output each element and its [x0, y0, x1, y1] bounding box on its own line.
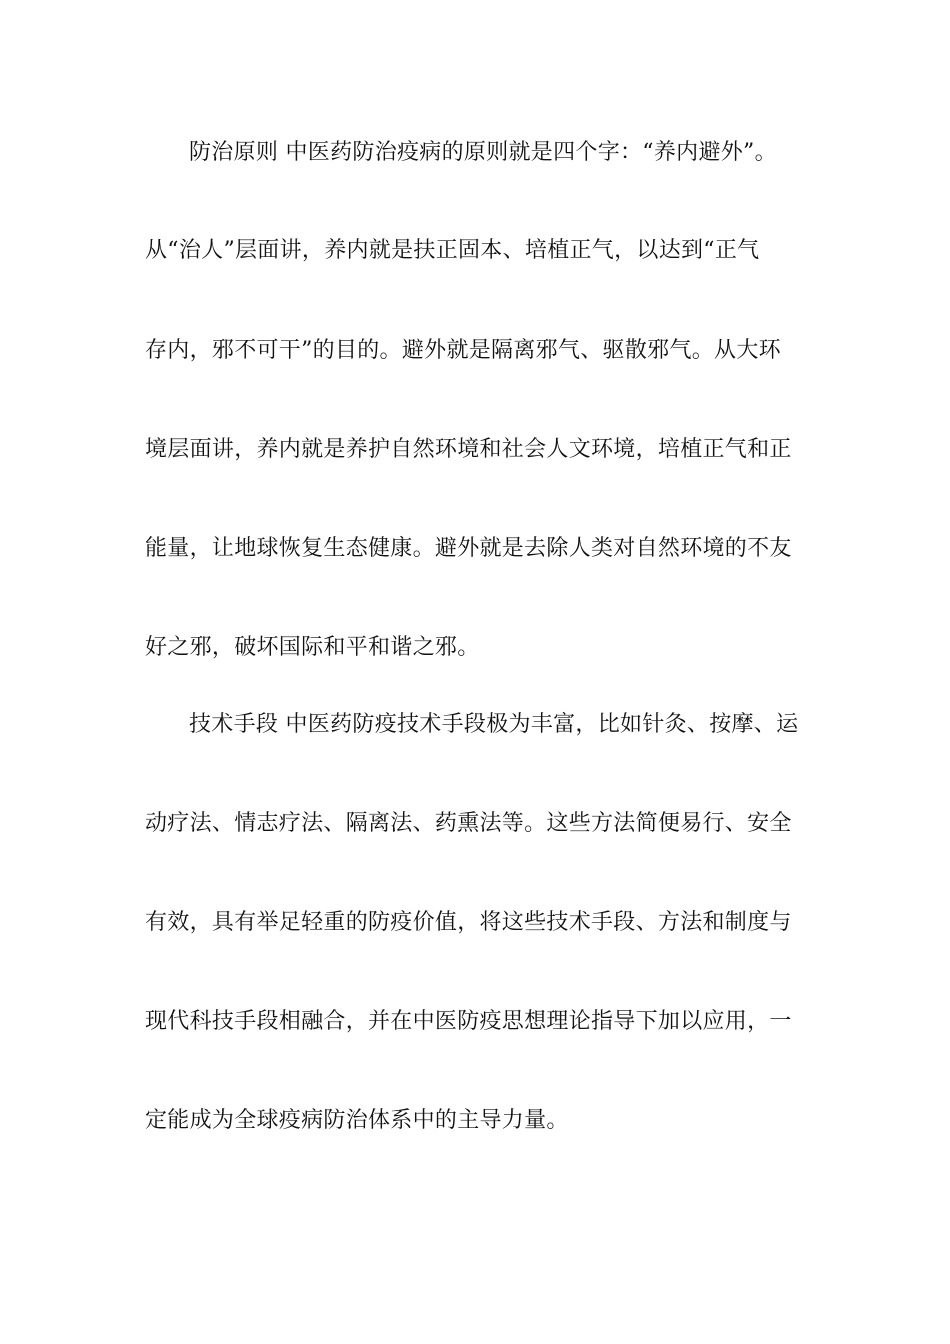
text-line: 从“治人”层面讲，养内就是扶正固本、培植正气，以达到“正气	[145, 238, 760, 263]
text-line: 能量，让地球恢复生态健康。避外就是去除人类对自然环境的不友	[145, 536, 792, 561]
text-line: 定能成为全球疫病防治体系中的主导力量。	[145, 1108, 569, 1133]
text-line: 境层面讲，养内就是养护自然环境和社会人文环境，培植正气和正	[145, 437, 792, 462]
text-line: 技术手段 中医药防疫技术手段极为丰富，比如针灸、按摩、运	[189, 712, 799, 737]
text-line: 有效，具有举足轻重的防疫价值，将这些技术手段、方法和制度与	[145, 910, 792, 935]
text-line: 防治原则 中医药防治疫病的原则就是四个字：“养内避外”。	[189, 140, 777, 165]
text-line: 现代科技手段相融合，并在中医防疫思想理论指导下加以应用，一	[145, 1009, 792, 1034]
text-line: 好之邪，破坏国际和平和谐之邪。	[145, 635, 480, 660]
text-line: 动疗法、情志疗法、隔离法、药熏法等。这些方法简便易行、安全	[145, 811, 792, 836]
text-line: 存内，邪不可干”的目的。避外就是隔离邪气、驱散邪气。从大环	[145, 338, 781, 363]
